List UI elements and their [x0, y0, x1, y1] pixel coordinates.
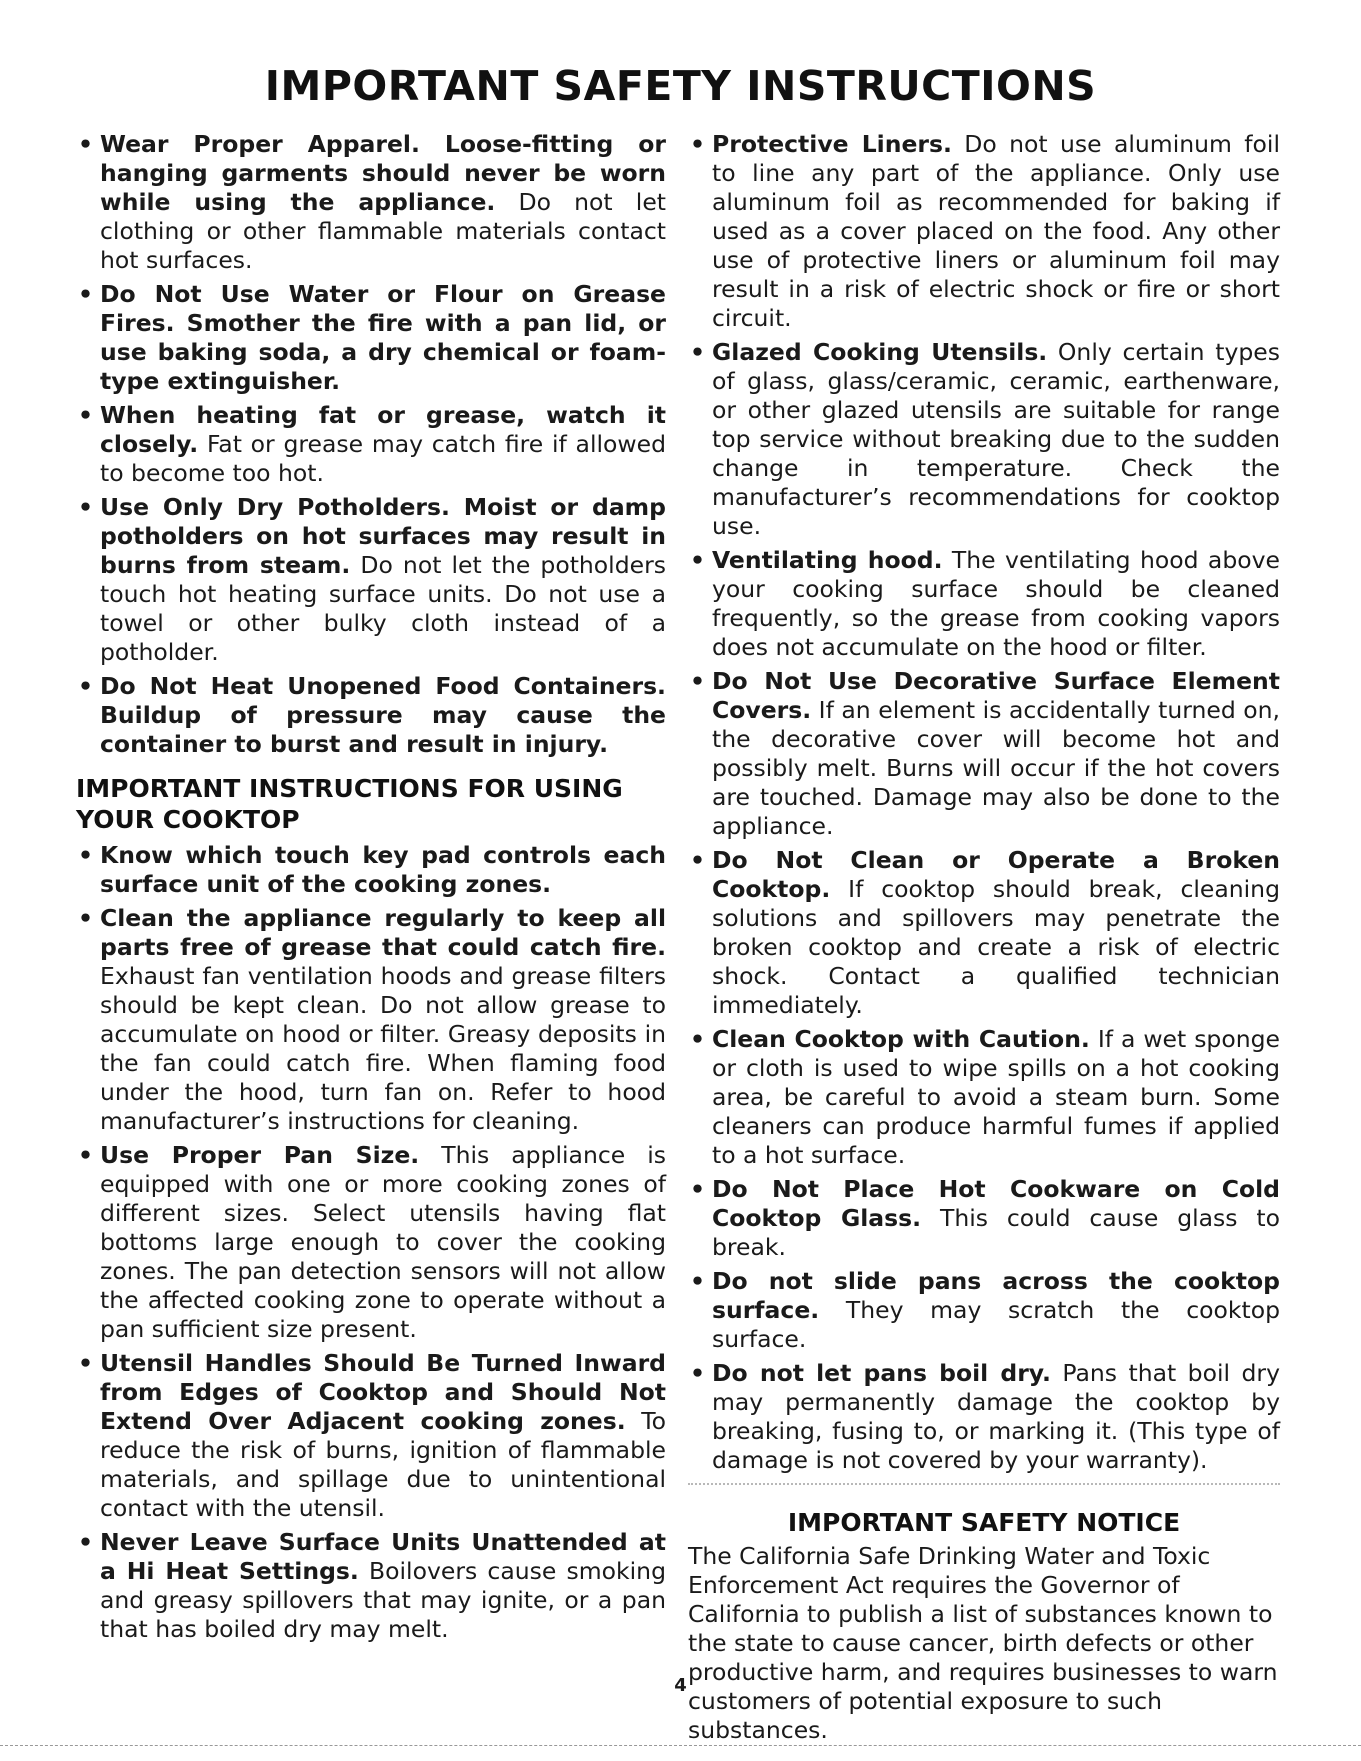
item-lead: Never Leave Surface Units Unattended at a Hi Heat Settings. — [100, 1528, 666, 1585]
item-body: If cooktop should break, cleaning solutions and spillovers may penetrate the broken cooktop and create a risk of electric shock. Contact a qualified technician immediately. — [712, 875, 1280, 1019]
item-lead: Glazed Cooking Utensils. — [712, 338, 1048, 366]
item-body: Do not use aluminum foil to line any part of the appliance. Only use aluminum foil as recommended for baking if used as a cover placed on the food. Any other use of protective liners or aluminum foil may result in a risk of electric shock or fire or short circuit. — [712, 130, 1280, 332]
right-column — [688, 130, 1280, 1745]
item-lead: Utensil Handles Should Be Turned Inward from Edges of Cooktop and Should Not Extend Over Adjacent cooking zones. — [100, 1349, 666, 1435]
item-lead: Wear Proper Apparel. Loose-fitting or hanging garments should never be worn while using the appliance. — [100, 130, 666, 216]
list-item — [688, 546, 1280, 662]
safety-list-left — [76, 130, 666, 759]
list-item — [688, 667, 1280, 841]
item-body: The ventilating hood above your cooking surface should be cleaned frequently, so the grease from cooking vapors does not accumulate on the hood or filter. — [712, 546, 1280, 661]
list-item — [688, 1025, 1280, 1170]
notice-text: The California Safe Drinking Water and Toxic Enforcement Act requires the Governor of California to publish a list of substances known to the state to cause cancer, birth defects or other productive harm, and requires businesses to warn customers of potential exposure to such substances. — [688, 1542, 1278, 1744]
list-item — [688, 1359, 1280, 1475]
list-item — [688, 338, 1280, 541]
item-body: Boilovers cause smoking and greasy spillovers that may ignite, or a pan that has boiled dry may melt. — [100, 1557, 666, 1643]
list-item — [76, 493, 666, 667]
item-lead: Ventilating hood. — [712, 546, 943, 574]
notice-title: IMPORTANT SAFETY NOTICE — [787, 1508, 1181, 1537]
item-lead: Clean the appliance regularly to keep all parts free of grease that could catch fire. — [100, 904, 666, 961]
list-item — [76, 841, 666, 899]
list-item — [688, 846, 1280, 1020]
list-item — [76, 904, 666, 1136]
item-lead: Know which touch key pad controls each surface unit of the cooking zones. — [100, 841, 666, 898]
item-lead: When heating fat or grease, watch it closely. — [100, 401, 666, 458]
safety-list-right — [688, 130, 1280, 1475]
item-body: Do not let the potholders touch hot heating surface units. Do not use a towel or other bulky cloth instead of a potholder. — [100, 551, 666, 666]
item-lead: Do Not Place Hot Cookware on Cold Cooktop Glass. — [712, 1175, 1280, 1232]
item-body: This appliance is equipped with one or more cooking zones of different sizes. Select utensils having flat bottoms large enough to cover the cooking zones. The pan detection sensors will not allow the affected cooking zone to operate without a pan sufficient size present. — [100, 1141, 666, 1343]
cooktop-instructions-list — [76, 841, 666, 1644]
item-body: This could cause glass to break. — [712, 1204, 1280, 1261]
list-item — [76, 130, 666, 275]
item-body: If a wet sponge or cloth is used to wipe spills on a hot cooking area, be careful to avoid a steam burn. Some cleaners can produce harmful fumes if applied to a hot surface. — [712, 1025, 1280, 1169]
item-body: To reduce the risk of burns, ignition of flammable materials, and spillage due to unintentional contact with the utensil. — [100, 1407, 666, 1522]
list-item — [76, 672, 666, 759]
item-body: If an element is accidentally turned on, the decorative cover will become hot and possibly melt. Burns will occur if the hot covers are touched. Damage may also be done to the appliance. — [712, 696, 1280, 840]
item-lead: Use Proper Pan Size. — [100, 1141, 420, 1169]
list-item — [76, 280, 666, 396]
item-body: They may scratch the cooktop surface. — [712, 1296, 1280, 1353]
page-title: IMPORTANT SAFETY INSTRUCTIONS — [264, 62, 1097, 110]
item-lead: Clean Cooktop with Caution. — [712, 1025, 1090, 1053]
list-item — [688, 1267, 1280, 1354]
item-lead: Do not slide pans across the cooktop surface. — [712, 1267, 1280, 1324]
list-item — [688, 130, 1280, 333]
list-item — [76, 1528, 666, 1644]
list-item — [688, 1175, 1280, 1262]
item-body: Only certain types of glass, glass/ceramic, ceramic, earthenware, or other glazed utensils are suitable for range top service without breaking due to the sudden change in temperature. Check the manufacturer’s recommendations for cooktop use. — [712, 338, 1280, 540]
list-item — [76, 1349, 666, 1523]
list-item — [76, 401, 666, 488]
list-item — [76, 1141, 666, 1344]
section-heading: IMPORTANT INSTRUCTIONS FOR USING YOUR COOKTOP — [76, 774, 623, 834]
left-column — [76, 130, 666, 1649]
item-lead: Do Not Use Decorative Surface Element Covers. — [712, 667, 1280, 724]
item-lead: Do Not Use Water or Flour on Grease Fires. Smother the fire with a pan lid, or use baking soda, a dry chemical or foam-type extinguisher. — [100, 280, 666, 395]
item-lead: Use Only Dry Potholders. Moist or damp potholders on hot surfaces may result in burns from steam. — [100, 493, 666, 579]
item-lead: Protective Liners. — [712, 130, 952, 158]
item-body: Pans that boil dry may permanently damage the cooktop by breaking, fusing to, or marking it. (This type of damage is not covered by your warranty). — [712, 1359, 1280, 1474]
page-bottom-rule — [0, 1745, 1361, 1746]
item-body: Do not let clothing or other flammable materials contact hot surfaces. — [100, 188, 666, 274]
item-body: Exhaust fan ventilation hoods and grease filters should be kept clean. Do not allow grease to accumulate on hood or filter. Greasy deposits in the fan could catch fire. When flaming food under the hood, turn fan on. Refer to hood manufacturer’s instructions for cleaning. — [100, 962, 666, 1135]
notice-divider — [688, 1483, 1280, 1485]
item-body: Fat or grease may catch fire if allowed to become too hot. — [100, 430, 666, 487]
item-lead: Do Not Heat Unopened Food Containers. Buildup of pressure may cause the container to burst and result in injury. — [100, 672, 666, 758]
item-lead: Do not let pans boil dry. — [712, 1359, 1051, 1387]
item-lead: Do Not Clean or Operate a Broken Cooktop. — [712, 846, 1280, 903]
page-number: 4 — [674, 1675, 687, 1696]
